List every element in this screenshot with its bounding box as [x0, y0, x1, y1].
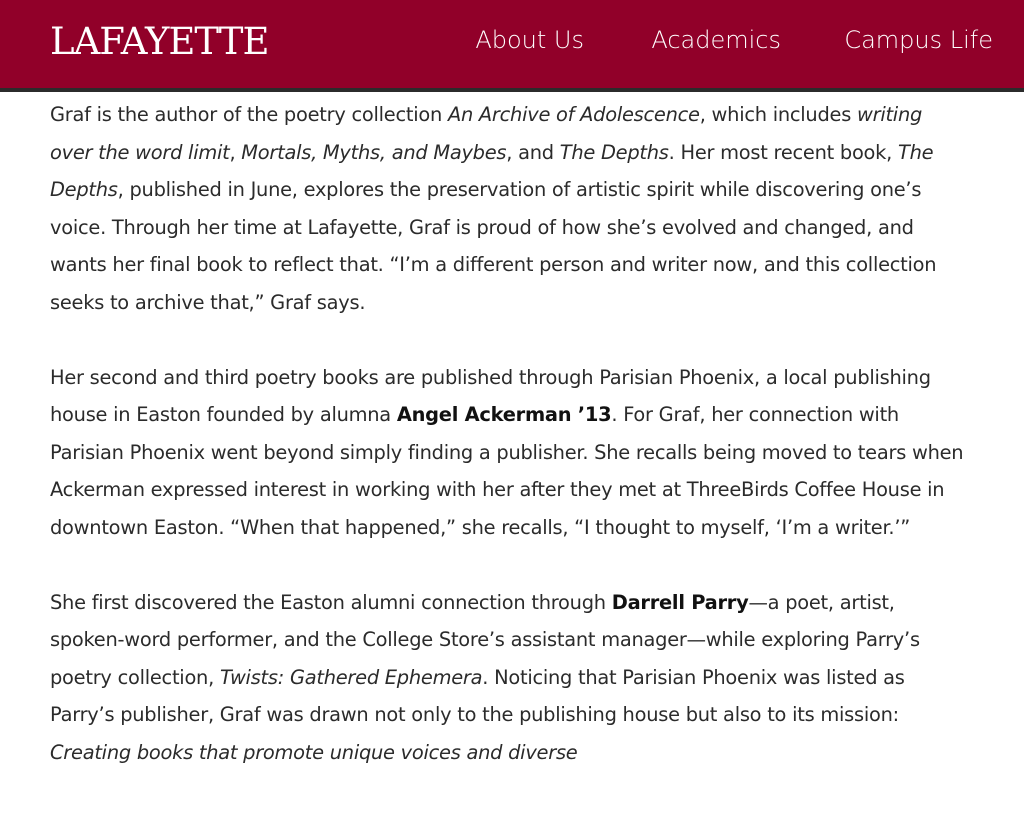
person-name: Darrell Parry: [611, 590, 749, 614]
nav-item-campus-life[interactable]: Campus Life: [844, 26, 993, 54]
book-title: An Archive of Adolescence: [447, 103, 700, 126]
book-title: The Depths: [50, 140, 934, 201]
mission-statement: Creating books that promote unique voices and diverse: [50, 740, 578, 764]
book-title: Mortals, Myths, and Maybes: [241, 140, 507, 164]
book-title: writing over the word limit: [50, 103, 923, 164]
book-title: The Depths: [559, 140, 669, 164]
article-body: [50, 96, 970, 809]
paragraph-2: Her second and third poetry books are published through Parisian Phoenix, a local publishing house in Easton founded by alumna Angel Ackerman ’13. For Graf, her connection with Parisian Phoenix went beyond simply finding a publisher. She recalls being moved to tears when Ackerman expressed interest in working with her after they met at ThreeBirds Coffee House in downtown Easton. “When that happened,” she recalls, “I thought to myself, ‘I’m a writer.’”: [50, 365, 964, 539]
paragraph-3: She first discovered the Easton alumni connection through Darrell Parry—a poet, artist, spoken-word performer, and the College Store’s assistant manager—while exploring Parry’s poetry collection, Twists: Gathered Ephemera. Noticing that Parisian Phoenix was listed as Parry’s publisher, Graf was drawn not only to the publishing house but also to its mission: Creating books that promote unique voices and diverse: [50, 590, 920, 764]
paragraph-1: Graf is the author of the poetry collection An Archive of Adolescence, which includes writing over the word limit, Mortals, Myths, and Maybes, and The Depths. Her most recent book, The Depths, published in June, explores the preservation of artistic spirit while discovering one’s voice. Through her time at Lafayette, Graf is proud of how she’s evolved and changed, and wants her final book to reflect that. “I’m a different person and writer now, and this collection seeks to archive that,” Graf says.: [50, 103, 937, 314]
site-logo[interactable]: LAFAYETTE: [50, 20, 269, 63]
person-name: Angel Ackerman ’13: [396, 403, 612, 426]
book-title: Twists: Gathered Ephemera: [219, 665, 483, 689]
site-header: [0, 0, 1024, 92]
nav-item-academics[interactable]: Academics: [651, 26, 781, 54]
nav-item-about-us[interactable]: About Us: [475, 26, 584, 54]
